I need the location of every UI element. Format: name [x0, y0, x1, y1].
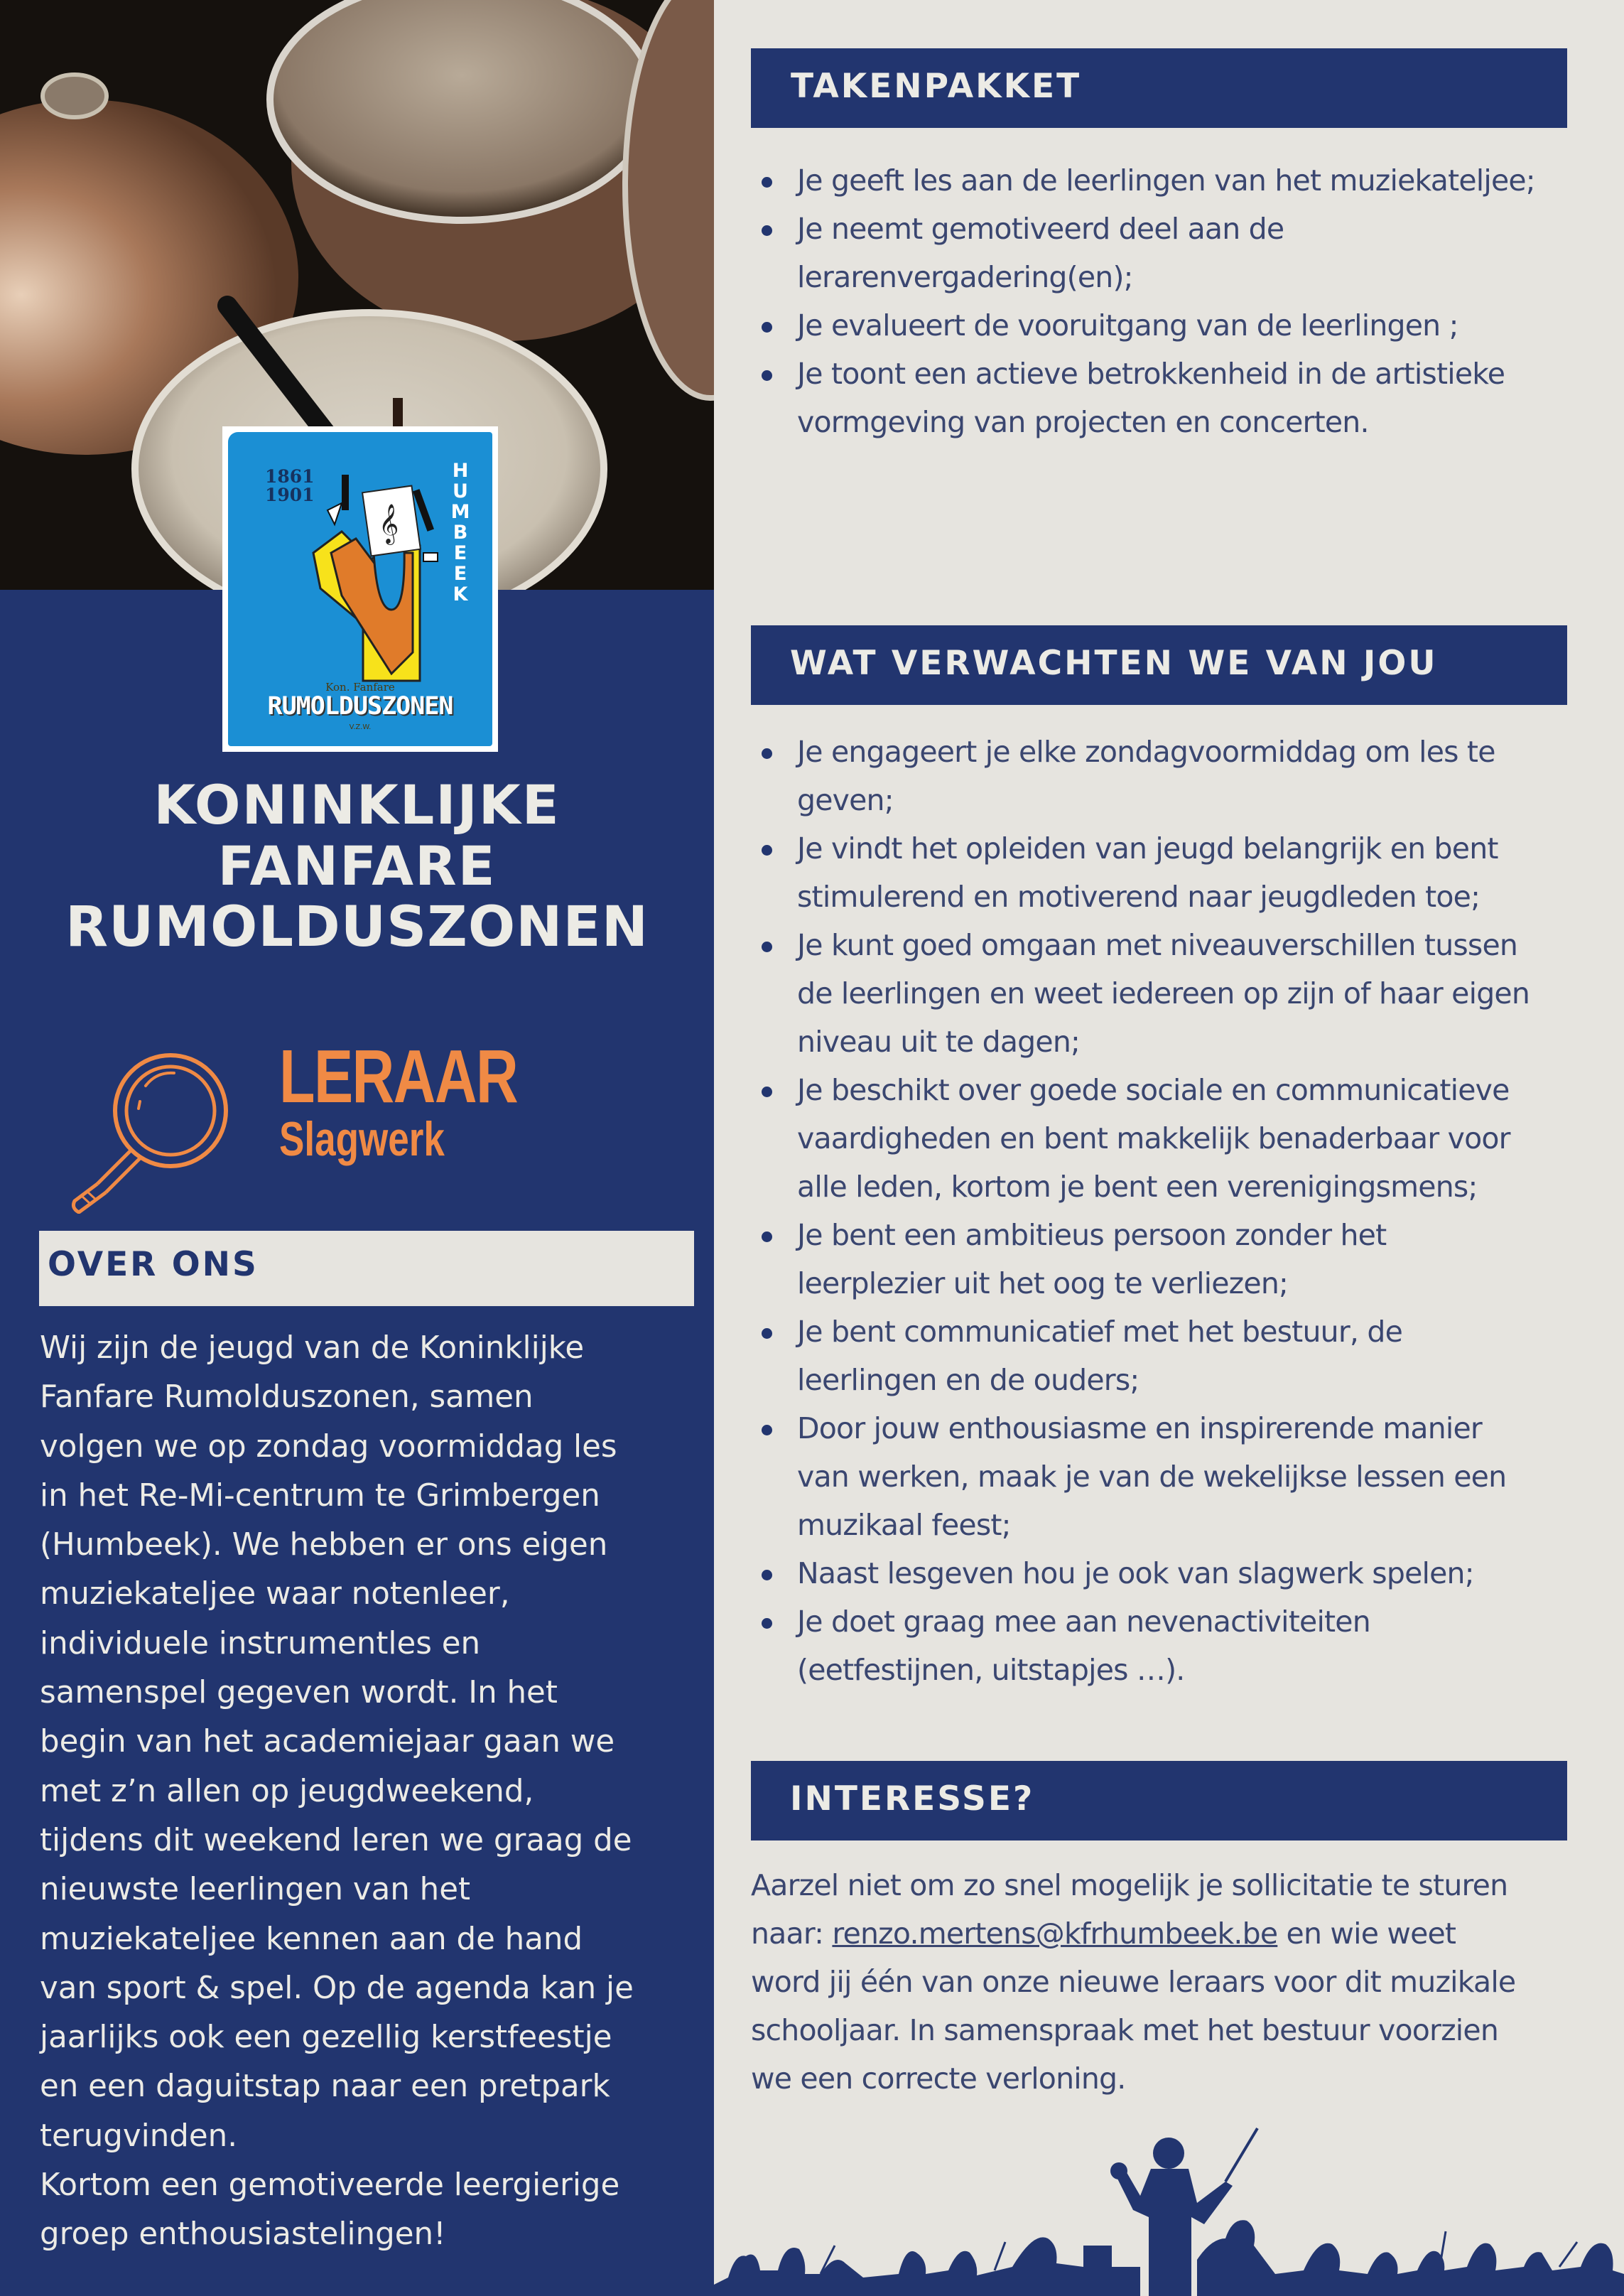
logo-year-merged: 1901	[265, 485, 315, 505]
over-ons-line: groep enthousiastelingen!	[40, 2216, 446, 2253]
list-item-line: Je bent een ambitieus persoon zonder het	[797, 1218, 1387, 1252]
list-item-line: vaardigheden en bent makkelijk benaderbaar voor	[797, 1121, 1510, 1155]
list-item-line: Je kunt goed omgaan met niveauverschillen tussen	[797, 928, 1518, 962]
over-ons-line: muziekateljee waar notenleer,	[40, 1576, 510, 1612]
role-block	[279, 1035, 585, 1166]
list-item	[751, 1308, 1603, 1404]
interesse-prefix: naar:	[751, 1917, 833, 1951]
interesse-text	[751, 1861, 1603, 2103]
right-column	[714, 0, 1624, 2296]
over-ons-line: met z’n allen op jeugdweekend,	[40, 1773, 534, 1809]
org-title	[0, 775, 714, 958]
list-item-line: leerlingen en de ouders;	[797, 1363, 1139, 1397]
role-subtitle: Slagwerk	[279, 1112, 445, 1166]
org-title-line: KONINKLIJKE	[153, 773, 561, 836]
takenpakket-header	[751, 48, 1567, 128]
list-item-line: Je geeft les aan de leerlingen van het muziekateljee;	[797, 163, 1535, 198]
logo-place: HUMBEEK	[450, 460, 470, 605]
list-item	[751, 205, 1603, 301]
verwachtingen-header	[751, 625, 1567, 705]
list-item-line: de leerlingen en weet iedereen op zijn of haar eigen	[797, 976, 1530, 1010]
over-ons-line: in het Re-Mi-centrum te Grimbergen	[40, 1477, 600, 1514]
list-item-line: Naast lesgeven hou je ook van slagwerk spelen;	[797, 1556, 1474, 1590]
over-ons-line: van sport & spel. Op de agenda kan je	[40, 1970, 634, 2006]
list-item-line: Je doet graag mee aan nevenactiviteiten	[797, 1605, 1370, 1639]
email-link[interactable]: renzo.mertens@kfrhumbeek.be	[832, 1917, 1278, 1951]
list-item	[751, 921, 1603, 1066]
search-icon	[60, 1043, 245, 1214]
role-title: LERAAR	[279, 1035, 518, 1119]
club-logo	[222, 426, 498, 752]
org-title-line: FANFARE	[217, 834, 497, 898]
list-item	[751, 824, 1603, 921]
list-item-line: Je vindt het opleiden van jeugd belangrijk en bent	[797, 831, 1498, 866]
list-item-line: stimulerend en motiverend naar jeugdleden toe;	[797, 880, 1480, 914]
logo-kon: Kon. Fanfare	[325, 681, 395, 694]
list-item-line: lerarenvergadering(en);	[797, 260, 1133, 294]
over-ons-line: nieuwste leerlingen van het	[40, 1872, 471, 1908]
over-ons-line: Wij zijn de jeugd van de Koninklijke	[40, 1330, 585, 1366]
list-item-line: Je beschikt over goede sociale en communicatieve	[797, 1073, 1510, 1107]
interesse-line: schooljaar. In samenspraak met het bestuur voorzien	[751, 2013, 1499, 2047]
over-ons-line: terugvinden.	[40, 2118, 238, 2154]
list-item	[751, 350, 1603, 446]
list-item-line: Je evalueert de vooruitgang van de leerlingen ;	[797, 308, 1458, 343]
logo-name: RUMOLDUSZONEN	[267, 692, 453, 721]
list-item	[751, 301, 1603, 350]
list-item	[751, 1549, 1603, 1597]
logo-vzw: V.Z.W.	[349, 723, 372, 731]
list-item-line: alle leden, kortom je bent een verenigingsmens;	[797, 1170, 1478, 1204]
list-item-line: Je bent communicatief met het bestuur, de	[797, 1315, 1403, 1349]
list-item-line: (eetfestijnen, uitstapjes …).	[797, 1653, 1185, 1687]
interesse-title: INTERESSE?	[790, 1779, 1035, 1818]
over-ons-line: tijdens dit weekend leren we graag de	[40, 1822, 632, 1858]
interesse-line: word jij één van onze nieuwe leraars voor dit muzikale	[751, 1965, 1516, 1999]
list-item	[751, 1211, 1603, 1308]
interesse-header	[751, 1761, 1567, 1840]
over-ons-line: muziekateljee kennen aan de hand	[40, 1921, 583, 1957]
over-ons-line: volgen we op zondag voormiddag les	[40, 1428, 617, 1465]
logo-emblem-icon	[299, 446, 448, 688]
list-item-line: vormgeving van projecten en concerten.	[797, 405, 1369, 439]
list-item-line: Je engageert je elke zondagvoormiddag om les te	[797, 735, 1495, 769]
logo-year-founded: 1861	[265, 466, 315, 487]
list-item	[751, 1066, 1603, 1211]
over-ons-line: Fanfare Rumolduszonen, samen	[40, 1379, 534, 1416]
list-item	[751, 728, 1603, 824]
over-ons-line: samenspel gegeven wordt. In het	[40, 1675, 558, 1711]
svg-text:𝄞: 𝄞	[379, 504, 399, 544]
list-item-line: Je toont een actieve betrokkenheid in de artistieke	[797, 357, 1505, 391]
left-column	[0, 0, 714, 2296]
over-ons-line: begin van het academiejaar gaan we	[40, 1724, 615, 1760]
list-item-line: van werken, maak je van de wekelijkse lessen een	[797, 1460, 1507, 1494]
over-ons-line: en een daguitstap naar een pretpark	[40, 2069, 610, 2105]
interesse-line: Aarzel niet om zo snel mogelijk je sollicitatie te sturen	[751, 1868, 1508, 1902]
over-ons-line: (Humbeek). We hebben er ons eigen	[40, 1527, 608, 1563]
list-item	[751, 156, 1603, 205]
list-item-line: Je neemt gemotiveerd deel aan de	[797, 212, 1284, 246]
over-ons-line: individuele instrumentles en	[40, 1625, 481, 1661]
takenpakket-title: TAKENPAKKET	[791, 67, 1082, 106]
org-title-line: RUMOLDUSZONEN	[65, 895, 649, 959]
over-ons-text	[40, 1324, 700, 2260]
list-item-line: Door jouw enthousiasme en inspirerende manier	[797, 1411, 1482, 1445]
list-item-line: leerplezier uit het oog te verliezen;	[797, 1266, 1289, 1300]
orchestra-silhouette-icon	[714, 2125, 1624, 2296]
list-item-line: niveau uit te dagen;	[797, 1025, 1081, 1059]
list-item	[751, 1597, 1603, 1694]
list-item	[751, 1404, 1603, 1549]
over-ons-title: OVER ONS	[48, 1245, 259, 1284]
interesse-suffix: en wie weet	[1277, 1917, 1456, 1951]
verwachtingen-title: WAT VERWACHTEN WE VAN JOU	[790, 644, 1438, 683]
interesse-line	[751, 1909, 1603, 1958]
takenpakket-list	[751, 156, 1603, 446]
over-ons-line: Kortom een gemotiveerde leergierige	[40, 2167, 620, 2204]
over-ons-header	[39, 1231, 694, 1306]
verwachtingen-list	[751, 728, 1603, 1694]
list-item-line: muzikaal feest;	[797, 1508, 1011, 1542]
list-item-line: geven;	[797, 783, 894, 817]
interesse-line: we een correcte verloning.	[751, 2061, 1126, 2096]
over-ons-line: jaarlijks ook een gezellig kerstfeestje	[40, 2020, 612, 2056]
